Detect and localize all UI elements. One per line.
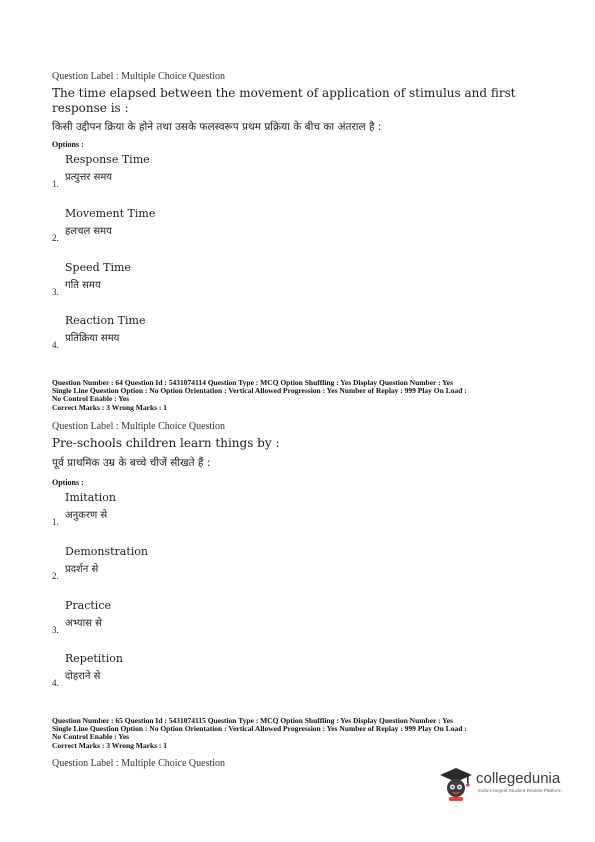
option-text-hi: हलचल समय — [65, 226, 112, 237]
question-text-en: Pre-schools children learn things by : — [52, 436, 280, 450]
question-metadata — [52, 717, 552, 750]
metadata-line: Question Number : 64 Question Id : 5431074114 Question Type : MCQ Option Shuffling : Yes Display Question Number : Yes — [52, 378, 454, 387]
option-3 — [52, 599, 352, 643]
option-4 — [52, 314, 352, 358]
option-text-hi: अभ्यास से — [65, 618, 102, 629]
option-text-en: Response Time — [65, 153, 150, 166]
option-text-hi: प्रत्युत्तर समय — [65, 172, 113, 183]
question-metadata — [52, 379, 552, 412]
option-text-hi: दोहराने से — [65, 671, 101, 682]
graduate-mascot-icon — [438, 764, 474, 804]
option-number: 3. — [52, 287, 59, 297]
option-text-en: Speed Time — [65, 261, 131, 274]
option-text-hi: प्रतिक्रिया समय — [65, 333, 120, 344]
option-text-hi: अनुकरण से — [65, 510, 108, 521]
metadata-line: Single Line Question Option : No Option Orientation : Vertical Allowed Progression : Yes Number of Replay : 999 Play On Load : — [52, 724, 467, 734]
option-number: 1. — [52, 517, 59, 527]
option-text-en: Reaction Time — [65, 314, 146, 327]
logo-wordmark: collegedunia — [476, 770, 561, 787]
question-text-hi: किसी उद्दीपन क्रिया के होने तथा उसके फलस्वरूप प्रथम प्रक्रिया के बीच का अंतराल है : — [52, 121, 382, 133]
question-text-hi: पूर्व प्राथमिक उम्र के बच्चे चीजें सीखते हैं : — [52, 457, 211, 469]
marks-line: Correct Marks : 3 Wrong Marks : 1 — [52, 402, 168, 412]
option-text-en: Practice — [65, 599, 111, 612]
option-4 — [52, 652, 352, 696]
option-text-en: Demonstration — [65, 545, 148, 558]
metadata-line: No Control Enable : Yes — [52, 732, 130, 742]
option-2 — [52, 545, 352, 589]
metadata-line: Question Number : 65 Question Id : 5431074115 Question Type : MCQ Option Shuffling : Yes Display Question Number : Yes — [52, 716, 454, 725]
option-text-hi: प्रदर्शन से — [65, 564, 99, 575]
logo-tagline: India's largest Student Review Platform — [478, 789, 562, 794]
option-number: 1. — [52, 179, 59, 189]
option-text-hi: गति समय — [65, 280, 101, 291]
question-text-en-line: The time elapsed between the movement of application of stimulus and first — [52, 86, 516, 100]
option-text-en: Movement Time — [65, 207, 156, 220]
option-number: 2. — [52, 571, 59, 581]
option-text-en: Imitation — [65, 491, 116, 504]
option-text-en: Repetition — [65, 652, 123, 665]
question-label: Question Label : Multiple Choice Question — [52, 421, 226, 432]
question-label: Question Label : Multiple Choice Question — [52, 71, 226, 82]
option-1 — [52, 491, 352, 535]
question-text-en-line: response is : — [52, 101, 129, 115]
metadata-line: No Control Enable : Yes — [52, 394, 130, 404]
option-number: 4. — [52, 678, 59, 688]
options-heading: Options : — [52, 140, 84, 149]
marks-line: Correct Marks : 3 Wrong Marks : 1 — [52, 740, 168, 750]
option-number: 4. — [52, 340, 59, 350]
option-number: 3. — [52, 625, 59, 635]
options-heading: Options : — [52, 478, 84, 487]
option-1 — [52, 153, 352, 197]
option-3 — [52, 261, 352, 305]
option-number: 2. — [52, 233, 59, 243]
metadata-line: Single Line Question Option : No Option Orientation : Vertical Allowed Progression : Yes Number of Replay : 999 Play On Load : — [52, 386, 467, 396]
collegedunia-logo — [438, 764, 588, 804]
option-2 — [52, 207, 352, 251]
question-text-en — [52, 86, 522, 116]
question-label: Question Label : Multiple Choice Question — [52, 758, 226, 769]
